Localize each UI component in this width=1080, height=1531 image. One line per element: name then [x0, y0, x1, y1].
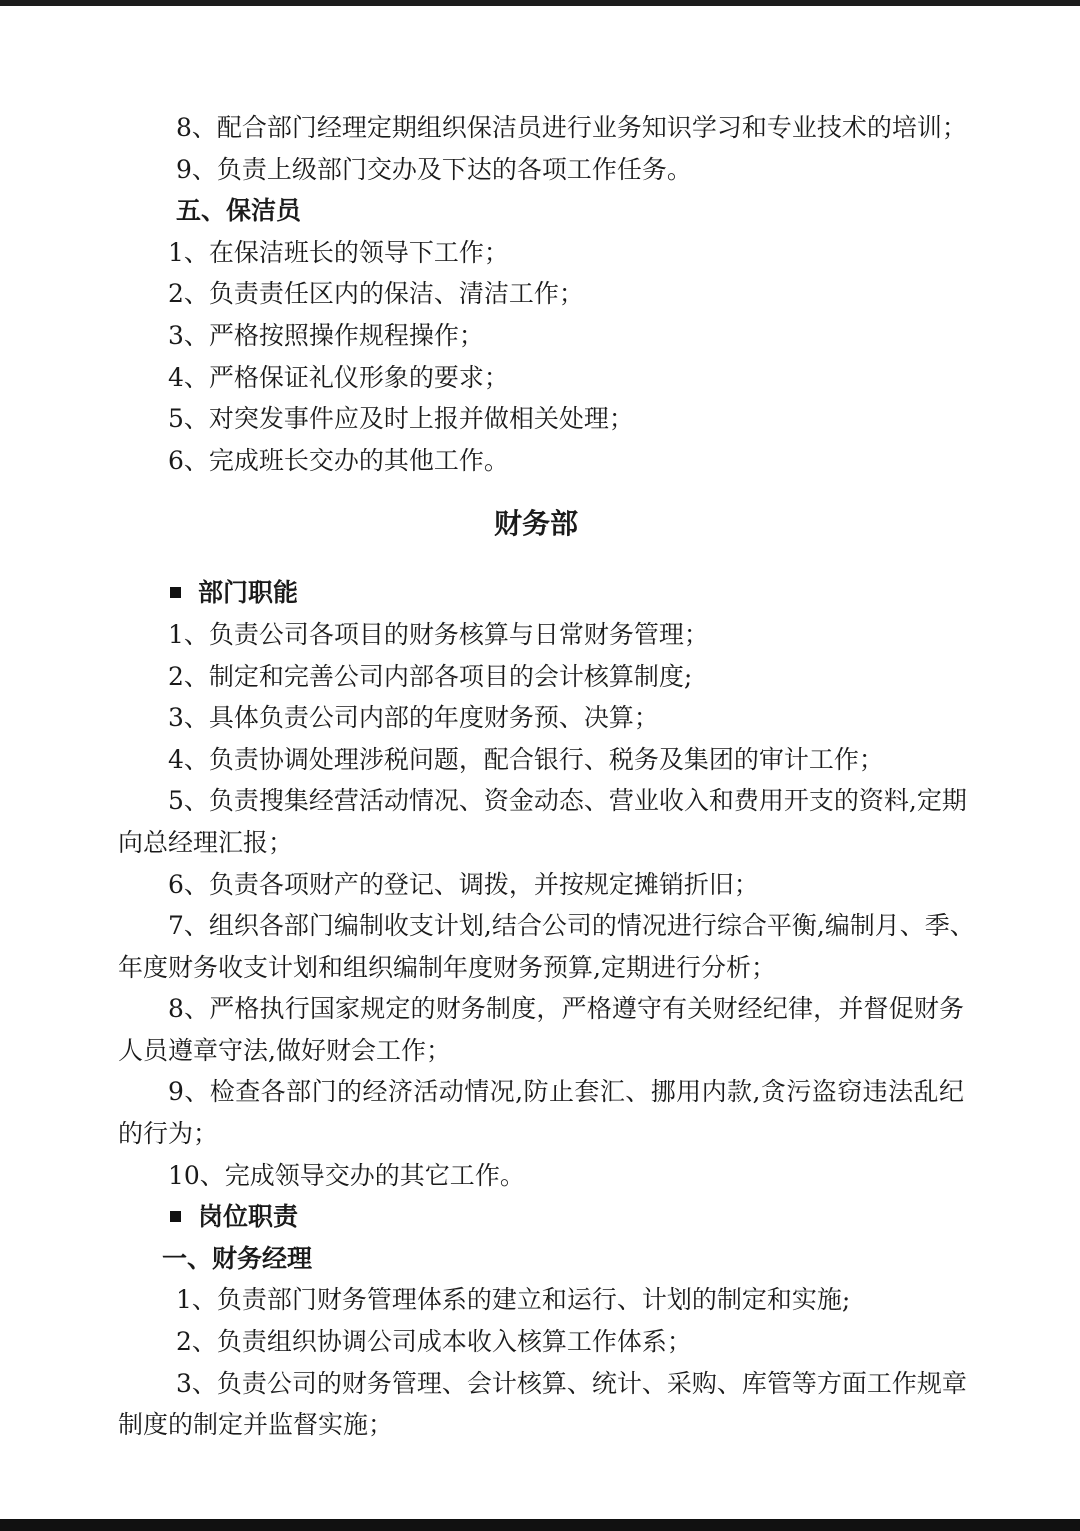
section-heading-finance-manager: 一、财务经理 [162, 1243, 313, 1273]
scan-top-edge [0, 0, 1080, 6]
scan-bottom-edge [0, 1519, 1080, 1531]
list-item: 9、负责上级部门交办及下达的各项工作任务。 [176, 154, 692, 184]
list-item: 1、在保洁班长的领导下工作； [168, 237, 509, 267]
list-item-line1: 7、组织各部门编制收支计划,结合公司的情况进行综合平衡,编制月、季、 [168, 911, 975, 941]
list-item-line2: 向总经理汇报； [118, 827, 294, 857]
list-item-line1: 9、检查各部门的经济活动情况,防止套汇、挪用内款,贪污盗窃违法乱纪 [168, 1077, 964, 1107]
list-item-line2: 人员遵章守法,做好财会工作； [118, 1035, 451, 1065]
list-item-line1: 3、负责公司的财务管理、会计核算、统计、采购、库管等方面工作规章 [176, 1368, 967, 1398]
duties-heading-text: 岗位职责 [198, 1202, 299, 1232]
list-item: 6、完成班长交办的其他工作。 [168, 445, 509, 475]
list-item: 6、负责各项财产的登记、调拨，并按规定摊销折旧； [168, 869, 759, 899]
functions-heading-text: 部门职能 [198, 578, 299, 608]
list-item-line2: 年度财务收支计划和组织编制年度财务预算,定期进行分析； [118, 952, 776, 982]
list-item-line1: 8、严格执行国家规定的财务制度，严格遵守有关财经纪律，并督促财务 [168, 994, 964, 1024]
list-item: 10、完成领导交办的其它工作。 [168, 1160, 525, 1190]
list-item: 1、负责部门财务管理体系的建立和运行、计划的制定和实施; [176, 1285, 851, 1315]
bullet-square-icon [170, 1211, 181, 1222]
list-item: 4、负责协调处理涉税问题，配合银行、税务及集团的审计工作； [168, 744, 884, 774]
document-page [118, 107, 975, 1446]
list-item: 4、严格保证礼仪形象的要求； [168, 362, 509, 392]
list-item: 2、制定和完善公司内部各项目的会计核算制度; [168, 661, 693, 691]
list-item: 1、负责公司各项目的财务核算与日常财务管理； [168, 619, 709, 649]
list-item: 3、具体负责公司内部的年度财务预、决算； [168, 703, 659, 733]
list-item: 3、严格按照操作规程操作； [168, 320, 484, 350]
list-item-line2: 制度的制定并监督实施； [118, 1410, 394, 1440]
bullet-square-icon [170, 587, 181, 598]
bullet-heading-duties [118, 1196, 964, 1238]
list-item: 8、配合部门经理定期组织保洁员进行业务知识学习和专业技术的培训； [176, 113, 967, 142]
list-item: 5、对突发事件应及时上报并做相关处理； [168, 404, 634, 434]
list-item-line1: 5、负责搜集经营活动情况、资金动态、营业收入和费用开支的资料,定期 [168, 786, 967, 816]
section-heading-cleaner: 五、保洁员 [176, 196, 302, 226]
bullet-heading-functions [118, 572, 964, 614]
list-item-line2: 的行为； [118, 1119, 219, 1149]
list-item: 2、负责组织协调公司成本收入核算工作体系； [176, 1327, 692, 1357]
list-item: 2、负责责任区内的保洁、清洁工作； [168, 279, 584, 309]
department-title: 财务部 [493, 507, 578, 541]
